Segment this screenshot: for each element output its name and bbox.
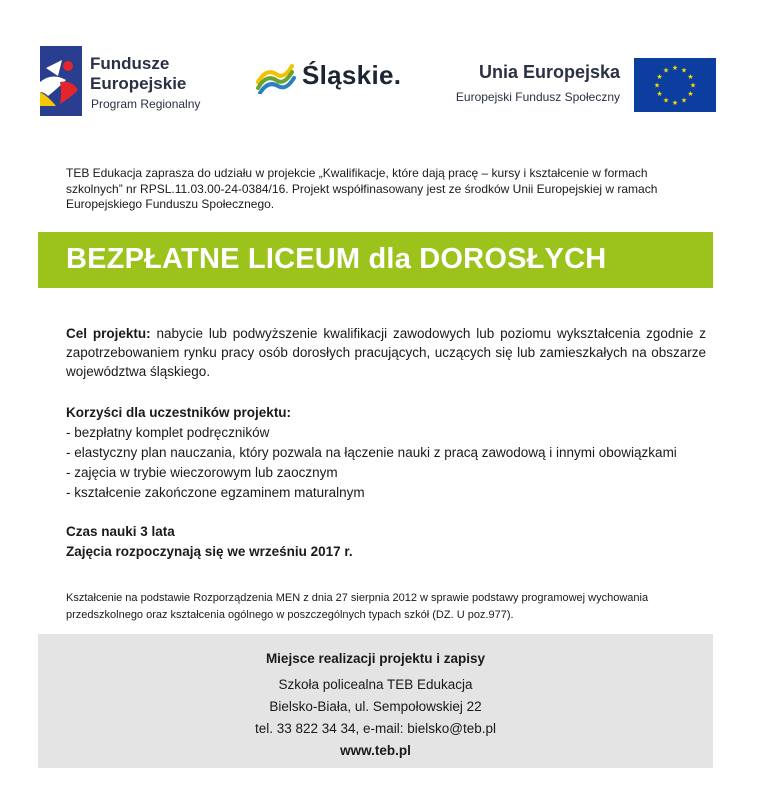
svg-text:★: ★ (687, 90, 694, 98)
benefits-section (66, 403, 716, 503)
school-address: Bielsko-Biała, ul. Sempołowskiej 22 (269, 699, 482, 714)
location-box (38, 634, 713, 768)
project-goal (66, 324, 706, 381)
title-banner (38, 232, 713, 288)
slaskie-logo (256, 58, 416, 98)
website-link[interactable]: www.teb.pl (340, 743, 411, 758)
list-item: - kształcenie zakończone egzaminem maturalnym (66, 485, 365, 500)
svg-text:★: ★ (656, 73, 663, 81)
svg-text:★: ★ (662, 66, 670, 75)
fundusze-line2: Europejskie (90, 74, 187, 93)
svg-text:★: ★ (653, 81, 661, 90)
unia-line2: Europejski Fundusz Społeczny (455, 90, 620, 104)
svg-text:★: ★ (687, 73, 694, 81)
list-item: - elastyczny plan nauczania, który pozwala na łączenie nauki z pracą zawodową i innymi obowiązkami (66, 445, 677, 460)
svg-text:★: ★ (689, 81, 697, 90)
goal-label: Cel projektu: (66, 326, 151, 341)
unia-line1: Unia Europejska (478, 62, 620, 82)
svg-text:★: ★ (671, 64, 679, 72)
unia-europejska-logo (446, 58, 716, 114)
start-date-line: Zajęcia rozpoczynają się we wrześniu 2017 r. (66, 544, 353, 559)
location-heading: Miejsce realizacji projektu i zapisy (265, 651, 486, 666)
svg-text:★: ★ (662, 96, 670, 105)
banner-title: BEZPŁATNE LICEUM dla DOROSŁYCH (66, 243, 607, 275)
list-item: - bezpłatny komplet podręczników (66, 425, 270, 440)
fundusze-europejskie-emblem-icon (38, 46, 84, 116)
list-item: - zajęcia w trybie wieczorowym lub zaocznym (66, 465, 338, 480)
school-name: Szkoła policealna TEB Edukacja (278, 677, 473, 692)
eu-flag-icon (634, 58, 716, 112)
benefits-heading: Korzyści dla uczestników projektu: (66, 405, 292, 420)
goal-text: nabycie lub podwyższenie kwalifikacji zawodowych lub poziomu wykształcenia zgodnie z zapotrzebowaniem rynku pracy osób dorosłych pracujących, uczących się lub zamieszkałych na obszarze województwa śląskiego. (66, 326, 706, 379)
slaskie-waves-icon (256, 60, 296, 94)
slaskie-name: Śląskie. (302, 60, 402, 90)
duration-line: Czas nauki 3 lata (66, 524, 175, 539)
logo-row (0, 0, 762, 150)
svg-text:★: ★ (680, 66, 688, 75)
svg-text:★: ★ (656, 90, 663, 98)
svg-text:★: ★ (680, 96, 688, 105)
contact-info: tel. 33 822 34 34, e-mail: bielsko@teb.pl (254, 721, 497, 736)
svg-text:★: ★ (671, 99, 679, 107)
legal-note: Kształcenie na podstawie Rozporządzenia MEN z dnia 27 sierpnia 2012 w sprawie podstawy programowej wychowania przedszkolnego oraz kształcenia ogólnego w poszczególnych typach szkół (DZ. U poz.977). (66, 592, 649, 621)
fundusze-europejskie-logo (38, 46, 238, 116)
duration-section (66, 522, 353, 562)
intro-text: TEB Edukacja zaprasza do udziału w projekcie „Kwalifikacje, które dają pracę – kursy i kształcenie w formach szkolnych” nr RPSL.11.03.00-24-0384/16. Projekt współfinasowany jest ze środków Unii Europejskiej w ramach Europejskiego Funduszu Społecznego. (66, 166, 658, 211)
fundusze-line1: Fundusze (90, 54, 170, 73)
fundusze-line3: Program Regionalny (91, 97, 201, 111)
